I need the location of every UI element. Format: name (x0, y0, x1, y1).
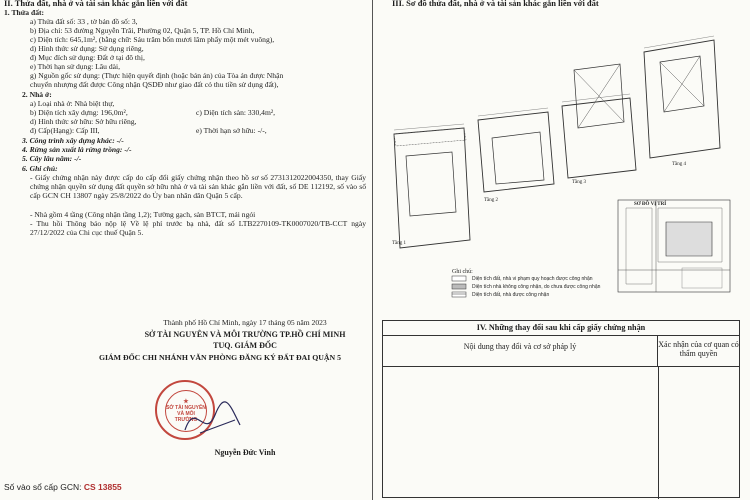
house-type: a) Loại nhà ở: Nhà biệt thự, (30, 99, 115, 108)
house-floor-area: c) Diện tích sàn: 330,4m², (196, 108, 276, 117)
change-content-cell (383, 367, 659, 499)
authority-confirm-cell (659, 367, 739, 499)
section-2-title: II. Thửa đất, nhà ở và tài sản khác gắn liền với đất (4, 0, 188, 8)
land-heading: 1. Thửa đất: (4, 8, 45, 17)
floor-4-plan (644, 40, 720, 158)
planted-forest: 4. Rừng sản xuất là rừng trồng: -/- (22, 145, 132, 154)
org-name: SỞ TÀI NGUYÊN VÀ MÔI TRƯỜNG TP.HỒ CHÍ MINH (144, 330, 346, 339)
floor-1-plan (394, 128, 470, 248)
house-ownership: d) Hình thức sở hữu: Sở hữu riêng, (30, 117, 137, 126)
land-plot-diagram (382, 12, 740, 320)
floor-3-plan (562, 64, 636, 178)
land-line: c) Diện tích: 645,1m², (bằng chữ: Sáu trăm bốn mươi lăm phẩy một mét vuông), (30, 35, 275, 44)
serial-label: Số vào sổ cấp GCN: (4, 482, 84, 492)
legend-item: Diện tích đất, nhà được công nhận (472, 292, 550, 298)
floor-2-label: Tầng 2 (484, 198, 499, 203)
land-line: a) Thửa đất số: 33 , tờ bản đồ số: 3, (30, 17, 138, 26)
org-branch: GIÁM ĐỐC CHI NHÁNH VĂN PHÒNG ĐĂNG KÝ ĐẤT ĐAI QUẬN 5 (98, 353, 342, 362)
house-build-area: b) Diện tích xây dựng: 196,0m², (30, 108, 128, 117)
note-fee: - Thu hồi Thông báo nộp lệ Về lệ phí trước bạ nhà, đất số LTB2270109-TK0007020/TB-CCT ngày 27/12/2022 của Chi cục thuế Quận 5. (30, 219, 366, 238)
section-3-title: III. Sơ đồ thửa đất, nhà ở và tài sản khác gắn liền với đất (392, 0, 599, 8)
certificate-left-page (0, 0, 372, 500)
col-change-content: Nội dung thay đổi và cơ sở pháp lý (383, 336, 658, 366)
changes-table-title: IV. Những thay đổi sau khi cấp giấy chứng nhận (383, 321, 739, 336)
changes-table (382, 320, 740, 498)
floor-3-label: Tầng 3 (572, 180, 587, 185)
col-authority-confirm: Xác nhận của cơ quan có thẩm quyền (658, 340, 739, 358)
house-grade: đ) Cấp(Hạng): Cấp III, (30, 126, 100, 135)
perennial-trees: 5. Cây lâu năm: -/- (22, 154, 82, 163)
issue-date: Thành phố Hồ Chí Minh, ngày 17 tháng 05 năm 2023 (163, 318, 327, 327)
land-line: e) Thời hạn sử dụng: Lâu dài, (30, 62, 121, 71)
other-construction: 3. Công trình xây dựng khác: -/- (22, 136, 124, 145)
notes-heading: 6. Ghi chú: (22, 164, 58, 173)
house-heading: 2. Nhà ở: (22, 90, 52, 99)
floor-1-label: Tầng 1 (392, 241, 407, 246)
legend-swatches (452, 276, 466, 297)
floor-4-label: Tầng 4 (672, 162, 687, 167)
land-line: d) Hình thức sử dụng: Sử dụng riêng, (30, 44, 144, 53)
signature-mark (180, 395, 250, 445)
note-structure: - Nhà gồm 4 tầng (Công nhận tầng 1,2); Tường gạch, sàn BTCT, mái ngói (30, 210, 256, 219)
note-reissue: - Giấy chứng nhận này được cấp do cấp đổi giấy chứng nhận theo hồ sơ số 2731312022004350, thay Giấy chứng nhận quyền sử dụng đất quyền sở hữu nhà ở và tài sản khác gắn liền với đất, số DE 112192, số vào sổ cấp GCN CH 13807 ngày 25/8/2022 do Ủy ban nhân dân Quận 5 cấp. (30, 173, 366, 201)
signer-name: Nguyễn Đức Vinh (214, 448, 276, 457)
land-line: chuyển nhượng đất được Công nhận QSDĐ như giao đất có thu tiền sử dụng đất), (30, 80, 279, 89)
land-line: b) Địa chỉ: 53 đường Nguyễn Trãi, Phường 02, Quận 5, TP. Hồ Chí Minh, (30, 26, 255, 35)
official-seal: ★ SỞ TÀI NGUYÊN VÀ MÔI TRƯỜNG (155, 380, 215, 440)
seal-text: SỞ TÀI NGUYÊN VÀ MÔI TRƯỜNG (166, 405, 206, 423)
org-authority: TUQ. GIÁM ĐỐC (213, 341, 277, 350)
serial-number (4, 482, 122, 492)
legend-item: Diện tích đất, nhà vi phạm quy hoạch được công nhận (472, 276, 593, 282)
legend-title: Ghi chú: (452, 269, 473, 275)
house-term: e) Thời hạn sở hữu: -/-, (196, 126, 267, 135)
legend-item: Diện tích nhà không công nhận, do chưa được công nhận (472, 284, 601, 290)
land-line: g) Nguồn gốc sử dụng: (Thực hiện quyết định (hoặc bản án) của Tòa án được Nhận (30, 71, 284, 80)
land-line: đ) Mục đích sử dụng: Đất ở tại đô thị, (30, 53, 145, 62)
floor-2-plan (478, 112, 554, 192)
certificate-right-page (372, 0, 750, 500)
location-map (618, 200, 730, 292)
serial-value: CS 13855 (83, 482, 122, 492)
location-map-title: SƠ ĐỒ VỊ TRÍ (634, 202, 667, 207)
